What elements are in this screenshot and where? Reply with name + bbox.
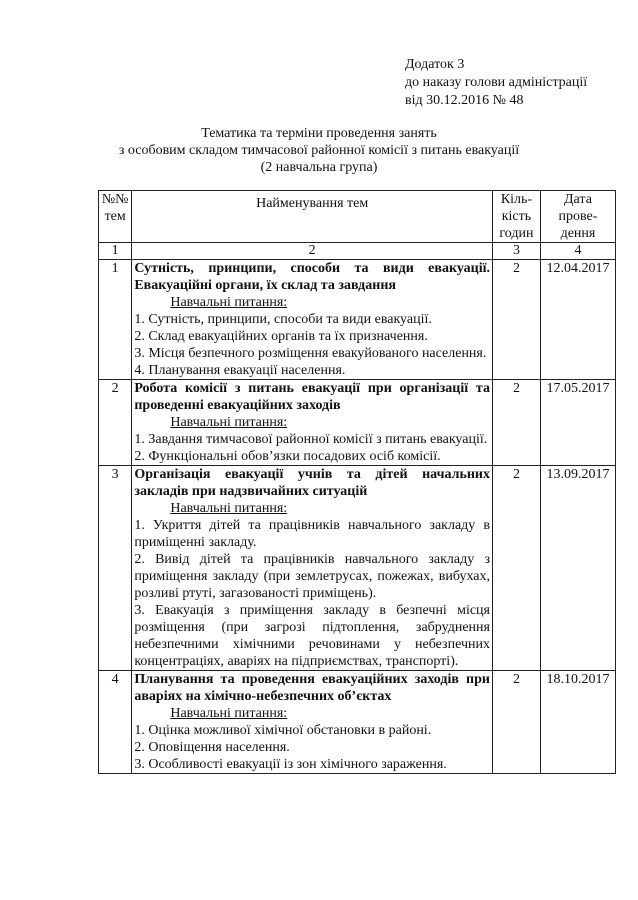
header-date: Дата прове-дення [540, 191, 615, 243]
topic-question: 4. Планування евакуації населення. [134, 363, 346, 378]
table-header-row [99, 191, 616, 243]
topic-question: 1. Укриття дітей та працівників навчального закладу в приміщенні закладу. [134, 518, 490, 550]
topic-number: 2 [99, 380, 132, 466]
topic-content [132, 466, 493, 671]
header-topic-name: Найменування тем [132, 191, 493, 243]
topic-question: 1. Сутність, принципи, способи та види евакуації. [134, 312, 432, 327]
topic-content [132, 380, 493, 466]
index-cell: 4 [540, 243, 615, 260]
topic-question: 3. Особливості евакуації із зон хімічного зараження. [134, 757, 447, 772]
topic-date: 17.05.2017 [540, 380, 615, 466]
index-cell: 1 [99, 243, 132, 260]
topics-table [98, 190, 616, 774]
appendix-block [405, 56, 587, 110]
document-heading [0, 125, 638, 176]
topic-hours: 2 [492, 260, 540, 380]
heading-line-3: (2 навчальна група) [260, 160, 378, 175]
appendix-title: Додаток 3 [405, 57, 465, 72]
topic-number: 3 [99, 466, 132, 671]
heading-line-2: з особовим складом тимчасової районної комісії з питань евакуації [118, 143, 520, 158]
table-row [99, 380, 616, 466]
topic-hours: 2 [492, 380, 540, 466]
topic-content [132, 260, 493, 380]
topic-subheading: Навчальні питання: [170, 415, 288, 430]
table-row [99, 260, 616, 380]
topic-hours: 2 [492, 466, 540, 671]
topic-subheading: Навчальні питання: [170, 706, 288, 721]
index-cell: 2 [132, 243, 493, 260]
topic-title: Сутність, принципи, способи та види евакуації. Евакуаційні органи, їх склад та завдання [134, 261, 490, 293]
topic-title: Робота комісії з питань евакуації при організації та проведенні евакуаційних заходів [134, 381, 490, 413]
topic-question: 1. Оцінка можливої хімічної обстановки в районі. [134, 723, 432, 738]
topic-content [132, 671, 493, 774]
topic-title: Організація евакуації учнів та дітей начальних закладів при надзвичайних ситуацій [134, 467, 490, 499]
topic-date: 18.10.2017 [540, 671, 615, 774]
topic-date: 13.09.2017 [540, 466, 615, 671]
topic-number: 4 [99, 671, 132, 774]
topic-question: 2. Склад евакуаційних органів та їх призначення. [134, 329, 428, 344]
heading-line-1: Тематика та терміни проведення занять [201, 126, 437, 141]
topic-subheading: Навчальні питання: [170, 295, 288, 310]
topic-number: 1 [99, 260, 132, 380]
header-topic-number: №№ тем [99, 191, 132, 243]
topic-question: 2. Функціональні обов’язки посадових осіб комісії. [134, 449, 441, 464]
header-hours: Кіль-кість годин [492, 191, 540, 243]
table-row [99, 671, 616, 774]
topic-question: 2. Оповіщення населення. [134, 740, 290, 755]
topic-title: Планування та проведення евакуаційних заходів при аваріях на хімічно-небезпечних об’єктах [134, 672, 490, 704]
topic-subheading: Навчальні питання: [170, 501, 288, 516]
topic-question: 3. Місця безпечного розміщення евакуйованого населення. [134, 346, 487, 361]
table-row [99, 466, 616, 671]
table-index-row [99, 243, 616, 260]
appendix-order-ref: до наказу голови адміністрації [405, 75, 588, 90]
topic-question: 3. Евакуація з приміщення закладу в безпечні місця розміщення (при загрозі підтоплення, забруднення небезпечними хімічними речовинами у небезпечних концентраціях, аваріях на підприємствах, транспорті). [134, 603, 490, 669]
appendix-order-date: від 30.12.2016 № 48 [405, 93, 524, 108]
topic-question: 2. Вивід дітей та працівників навчального закладу з приміщення закладу (при землетрусах, пожежах, вибухах, розливі ртуті, загазованості приміщень). [134, 552, 490, 601]
topic-hours: 2 [492, 671, 540, 774]
topic-question: 1. Завдання тимчасової районної комісії з питань евакуації. [134, 432, 488, 447]
topic-date: 12.04.2017 [540, 260, 615, 380]
index-cell: 3 [492, 243, 540, 260]
